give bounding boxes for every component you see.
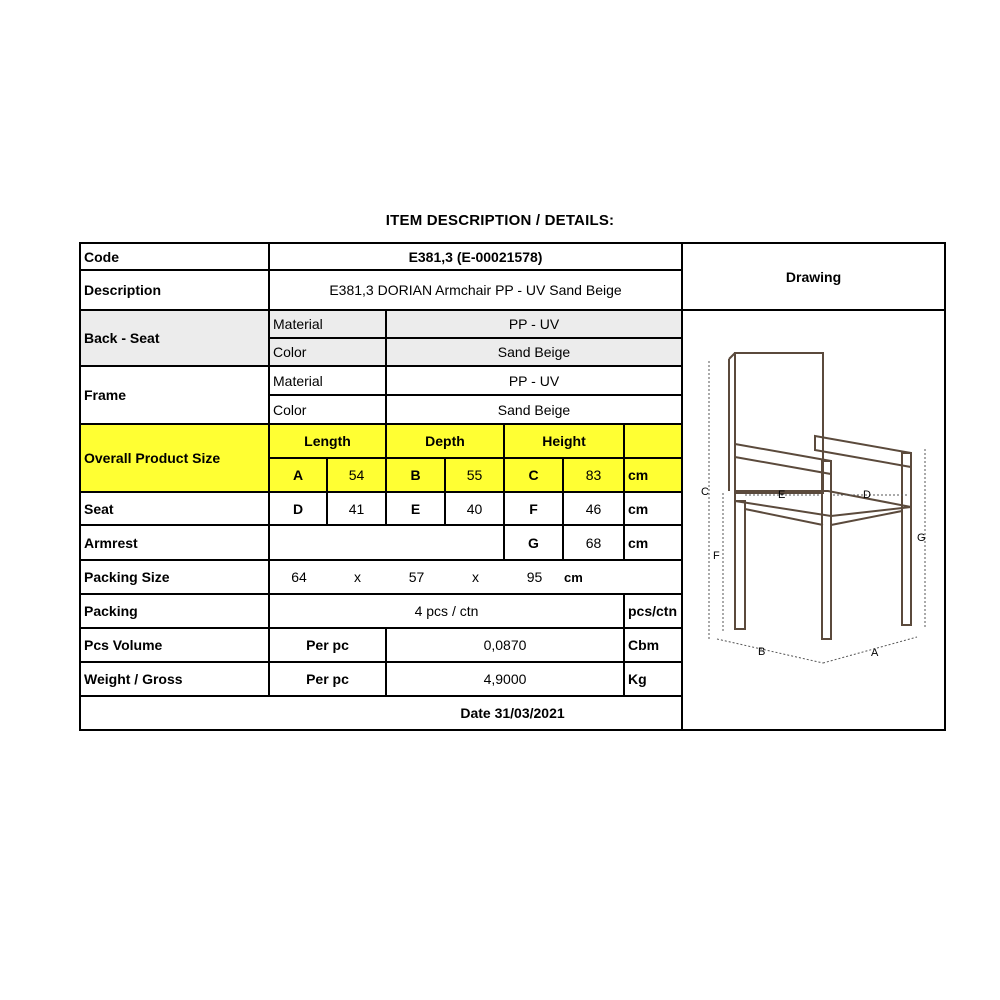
overall-unit: cm [624,458,682,492]
packing-size-label: Packing Size [80,560,269,594]
frame-material: PP - UV [386,366,682,395]
weight-unit: Kg [624,662,682,696]
dim-e-key: E [386,492,445,525]
seat-label: Seat [80,492,269,525]
spec-table [79,242,946,731]
armrest-unit: cm [624,525,682,560]
dim-g-value: 68 [563,525,624,560]
packing-size-values [269,560,682,594]
dim-a-value: 54 [327,458,386,492]
dim-a-label: A [871,647,879,659]
dim-b-value: 55 [445,458,504,492]
depth-header: Depth [386,424,504,458]
back-seat-color-label: Color [269,338,386,366]
chair-rear-leg [735,501,745,629]
weight-value: 4,9000 [386,662,624,696]
dim-b-label: B [758,646,766,658]
chair-backrest [735,353,823,493]
pcs-volume-unit: Cbm [624,628,682,662]
chair-drawing [683,311,945,699]
frame-color: Sand Beige [386,395,682,424]
dim-b-line [717,639,823,663]
drawing-area [682,310,945,730]
height-header: Height [504,424,624,458]
frame-color-label: Color [269,395,386,424]
packing-size-height: 95 [526,569,543,585]
dim-f-key: F [504,492,563,525]
description-label: Description [80,270,269,310]
dim-f-label: F [713,550,720,562]
frame-material-label: Material [269,366,386,395]
dim-d-label: D [863,489,871,501]
dim-a-key: A [269,458,327,492]
dim-c-label: C [701,486,709,498]
dim-g-key: G [504,525,563,560]
pcs-volume-per: Per pc [269,628,386,662]
dim-a-line [823,637,917,663]
back-seat-material: PP - UV [386,310,682,338]
packing-size-x1: x [354,569,361,585]
seat-unit: cm [624,492,682,525]
chair-rear-armrest [735,444,831,474]
dim-d-value: 41 [327,492,386,525]
packing-value: 4 pcs / ctn [269,594,624,628]
dim-b-key: B [386,458,445,492]
length-header: Length [269,424,386,458]
dim-e-value: 40 [445,492,504,525]
back-seat-label: Back - Seat [80,310,269,366]
packing-size-length: 64 [291,569,307,585]
armrest-empty [269,525,504,560]
back-seat-color: Sand Beige [386,338,682,366]
packing-label: Packing [80,594,269,628]
code-label: Code [80,243,269,270]
packing-size-width: 57 [408,569,425,585]
drawing-label-text: Drawing [785,268,842,285]
packing-size-x2: x [472,569,479,585]
chair-front-armrest [815,436,911,467]
pcs-volume-label: Pcs Volume [80,628,269,662]
dim-d-key: D [269,492,327,525]
packing-unit: pcs/ctn [624,594,682,628]
back-seat-material-label: Material [269,310,386,338]
description-value: E381,3 DORIAN Armchair PP - UV Sand Beige [269,270,682,310]
pcs-volume-value: 0,0870 [386,628,624,662]
packing-size-unit: cm [564,569,583,585]
dim-f-value: 46 [563,492,624,525]
weight-per: Per pc [269,662,386,696]
dim-c-value: 83 [563,458,624,492]
date-footer: Date 31/03/2021 [80,696,945,730]
dim-c-key: C [504,458,563,492]
unit-header-empty [624,424,682,458]
armrest-label: Armrest [80,525,269,560]
dim-e-label: E [778,489,786,501]
weight-label: Weight / Gross [80,662,269,696]
page-title: ITEM DESCRIPTION / DETAILS: [385,212,615,229]
code-value: E381,3 (E-00021578) [269,243,682,270]
frame-label: Frame [80,366,269,424]
dim-g-label: G [917,532,926,544]
overall-size-label: Overall Product Size [80,424,269,492]
drawing-label [682,243,945,310]
